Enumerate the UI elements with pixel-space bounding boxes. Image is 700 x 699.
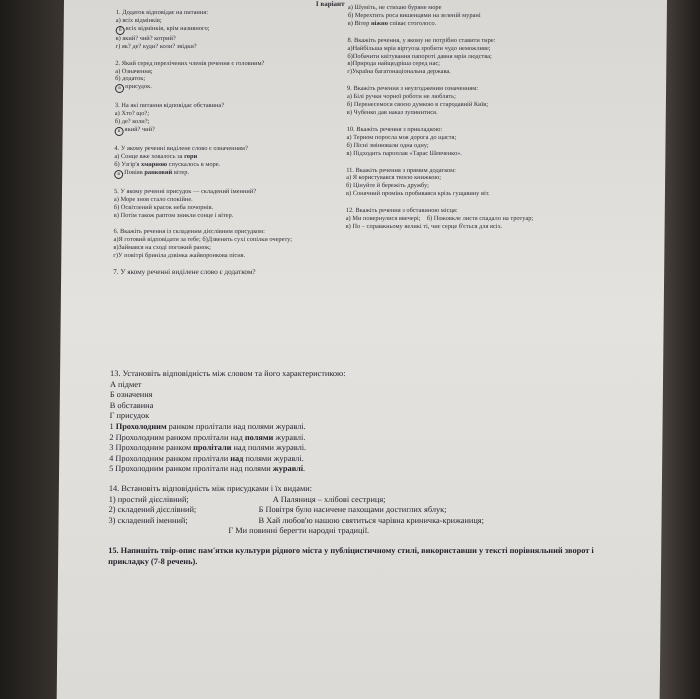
item-pre: Прохолодним ранком пролітали над — [115, 432, 245, 442]
q1-option-b — [116, 25, 342, 35]
answer-mark-circle: в — [115, 84, 124, 93]
item-post: ранком пролітали над полями журавлі. — [166, 421, 306, 431]
q7-c-text: в) Вітер — [347, 19, 372, 27]
bottom-section — [108, 347, 615, 567]
q7-option-c — [348, 20, 590, 28]
q13-letter-d: Г присудок — [109, 411, 150, 421]
q1-option-a: а) всіх відмінків; — [115, 16, 162, 24]
q14-type-3: 3) складений іменний; — [108, 515, 188, 525]
item-number: 2 — [109, 432, 116, 442]
item-pre: Прохолодним ранком — [115, 443, 194, 453]
q10-option-b: б) Пісні змінювали одна одну; — [346, 141, 429, 149]
q12-option-a: а) Ми повернулися ввечері; — [345, 215, 421, 223]
item-number: 5 — [109, 464, 116, 474]
item-bold: пролітали — [193, 443, 232, 453]
item-bold: Прохолодним — [115, 421, 167, 431]
q4-b-bold: хмарною — [140, 160, 168, 168]
q11-option-a: а) Я користувався твоєю книжкою; — [346, 174, 442, 182]
item-bold: полями — [244, 432, 274, 442]
item-bold: над — [230, 453, 244, 463]
item-number: 3 — [109, 443, 116, 453]
q8-option-d: г)Україна багатонаціональна держава. — [347, 68, 451, 76]
q8-option-c: в)Природа найщедріша серед нас; — [347, 60, 440, 68]
exam-sheet — [57, 0, 667, 699]
q11-option-b: б) Цінуйте й бережіть дружбу; — [346, 182, 429, 190]
answer-mark-circle: в — [115, 127, 124, 136]
q9-option-c: в) Чубенко дав наказ зупинитися. — [346, 108, 438, 116]
q13-item-1 — [109, 422, 614, 433]
q1-option-b-text: всіх відмінків, крім називного; — [125, 24, 210, 32]
q2-option-c — [115, 83, 341, 93]
q14-row-1 — [109, 495, 614, 506]
q2-option-c-text: присудок. — [125, 83, 152, 91]
q1-question: 1. Додаток відповідає на питання: — [115, 9, 209, 16]
q13-letter-b: Б означення — [109, 390, 153, 400]
item-post: журавлі. — [273, 432, 306, 442]
answer-mark-circle: в — [114, 170, 123, 179]
q14-row-3 — [108, 516, 613, 527]
left-column — [113, 9, 342, 277]
answer-mark-circle: б — [116, 26, 125, 35]
q7-c-bold: ніжно — [370, 19, 388, 27]
q3-option-b: б) де? коли?; — [114, 118, 150, 126]
table-surface-left — [0, 0, 64, 699]
q12-option-c: в) По – справжньому великі ті, чиє серце б'ється для всіх. — [345, 222, 503, 230]
item-post: над полями журавлі. — [231, 443, 307, 453]
q4-c-text: Повіяв — [124, 168, 145, 176]
q3-option-c — [115, 126, 341, 136]
q4-b-post: спускалось в море. — [167, 160, 221, 168]
q14-question: 14. Встановіть відповідність між присудками і їх видами: — [108, 483, 313, 493]
q3-question: 3. На які питання відповідає обставина? — [114, 102, 225, 110]
q13-letter-c: В обставина — [109, 400, 154, 410]
q4-c-post: вітер. — [172, 168, 190, 176]
item-post: . — [303, 464, 306, 474]
q7-option-b: б) Мерехтить роса вишенцями на зеленій мурані — [347, 11, 481, 19]
q6-option-ab: а)Я готовий відповідати за тебе; б)Дзвенять сухі сопілки очерету; — [113, 236, 293, 244]
q14-example-a: А Паляниця – хлібові сестриця; — [272, 494, 386, 504]
right-column — [346, 4, 590, 231]
q6-option-d: г)У повітрі бриніла дзвінка жайворонкова пісня. — [113, 252, 246, 260]
item-number: 1 — [109, 421, 116, 431]
q1-option-d: г) як? де? куди? коли? звідки? — [115, 42, 197, 50]
q13-item-4 — [109, 454, 614, 465]
q9-question: 9. Вкажіть речення з неузгодженим означенням: — [347, 85, 479, 93]
q9-option-a: а) Білі ручки чорної роботи не люблять; — [346, 93, 456, 101]
q12-option-b: б) Пожовкле листя спадало на тротуар; — [426, 215, 534, 223]
q2-option-a: а) Означення; — [115, 67, 153, 75]
item-number: 4 — [109, 453, 116, 463]
q13-question: 13. Установіть відповідність між словом та його характеристикою: — [110, 369, 346, 378]
item-pre: Прохолодним ранком пролітали над полями — [115, 464, 273, 474]
q12-line1 — [346, 215, 588, 223]
q5-option-b: б) Освітлений красок неба почорнів. — [113, 203, 214, 211]
q5-option-c: в) Потім також раптом зникли сонце і вітер. — [113, 211, 234, 219]
q4-a-text: а) Сонце вже ховалось за — [114, 152, 185, 160]
q14-type-1: 1) простий дієслівний; — [108, 494, 189, 504]
item-post: полями журавлі. — [243, 453, 304, 463]
q4-option-a — [114, 153, 340, 161]
q8-question: 8. Вкажіть речення, у якому не потрібно ставити тире: — [347, 36, 496, 44]
q10-option-a: а) Терном поросла моя дорога до щастя; — [346, 133, 457, 141]
q13-item-5 — [109, 464, 614, 475]
q10-option-c: в) Підходить пароплав «Тарас Шевченко». — [346, 149, 463, 157]
q2-option-b: б) додаток; — [115, 75, 146, 83]
q4-a-bold: гори — [184, 152, 198, 160]
q1-option-c: в) який? чий? котрий? — [115, 34, 176, 42]
q8-option-b: б)Побачити квітування папороті давня мрія людства; — [347, 52, 492, 60]
variant-title: I варіант — [315, 0, 345, 8]
q10-question: 10. Вкажіть речення з прикладкою: — [346, 125, 443, 133]
q11-question: 11. Вкажіть речення з прямим додатком: — [346, 166, 456, 174]
q14-example-b: Б Повітря було насичене пахощами достиглих яблук; — [258, 505, 447, 515]
q7-question: 7. У якому реченні виділене слово є додатком? — [113, 268, 256, 277]
q5-question: 5. У якому реченні присудок — складений іменний? — [113, 187, 257, 195]
q3-option-a: а) Хто? що?; — [114, 110, 150, 118]
q13-item-3 — [109, 443, 614, 454]
q3-option-c-text: який? чий? — [124, 126, 155, 134]
q13-item-2 — [109, 433, 614, 444]
q11-option-c: в) Сонячний промінь пробивався крізь гущавину віт. — [345, 190, 490, 198]
q6-option-c: в)Займався на сході погожий ранок; — [113, 244, 211, 252]
table-surface-right — [660, 0, 700, 699]
q4-question: 4. У якому реченні виділене слово є означенням? — [114, 145, 248, 153]
q15-task: 15. Напишіть твір-опис пам'ятки культури рідного міста у публіцистичному стилі, використавши у тексті порівняльний зворот і прикладку (7-8 речень). — [108, 545, 594, 566]
q14-type-2: 2) складений дієслівний; — [108, 505, 197, 515]
q7-option-a: а) Шуміть, не стихаю буряне море — [347, 4, 442, 11]
q4-option-c — [114, 169, 340, 179]
item-pre: Прохолодним ранком пролітали — [115, 453, 231, 463]
q9-option-b: б) Перенесемося своєю думкою в стародавній Київ; — [346, 101, 489, 109]
q8-option-a: а)Найбільша мрія віртуоза зробити чудо неможливе; — [347, 44, 491, 52]
q4-c-bold: ранковий — [144, 168, 173, 176]
q7-c-post: співає стоголосо. — [387, 19, 437, 27]
q14-example-c: В Хай любов'ю нашою святиться чарівна криничка-крижаниця; — [258, 515, 485, 525]
item-bold: журавлі — [272, 464, 304, 474]
q14-example-d: Г Ми повинні берегти народні традиції. — [228, 526, 370, 536]
q12-question: 12. Вкажіть речення з обставиною місця: — [345, 207, 458, 215]
q13-letter-a: А підмет — [109, 379, 142, 389]
q4-b-text: б) Узгір'я — [114, 160, 142, 168]
q5-option-a: а) Море знов стало спокійне. — [113, 195, 193, 203]
q14-row-2 — [109, 505, 614, 516]
q4-option-b — [114, 161, 340, 169]
q6-question: 6. Вкажіть речення із складеним дієслівним присудком: — [113, 228, 265, 236]
q2-question: 2. Який серед перелічених членів речення є головним? — [115, 59, 265, 67]
